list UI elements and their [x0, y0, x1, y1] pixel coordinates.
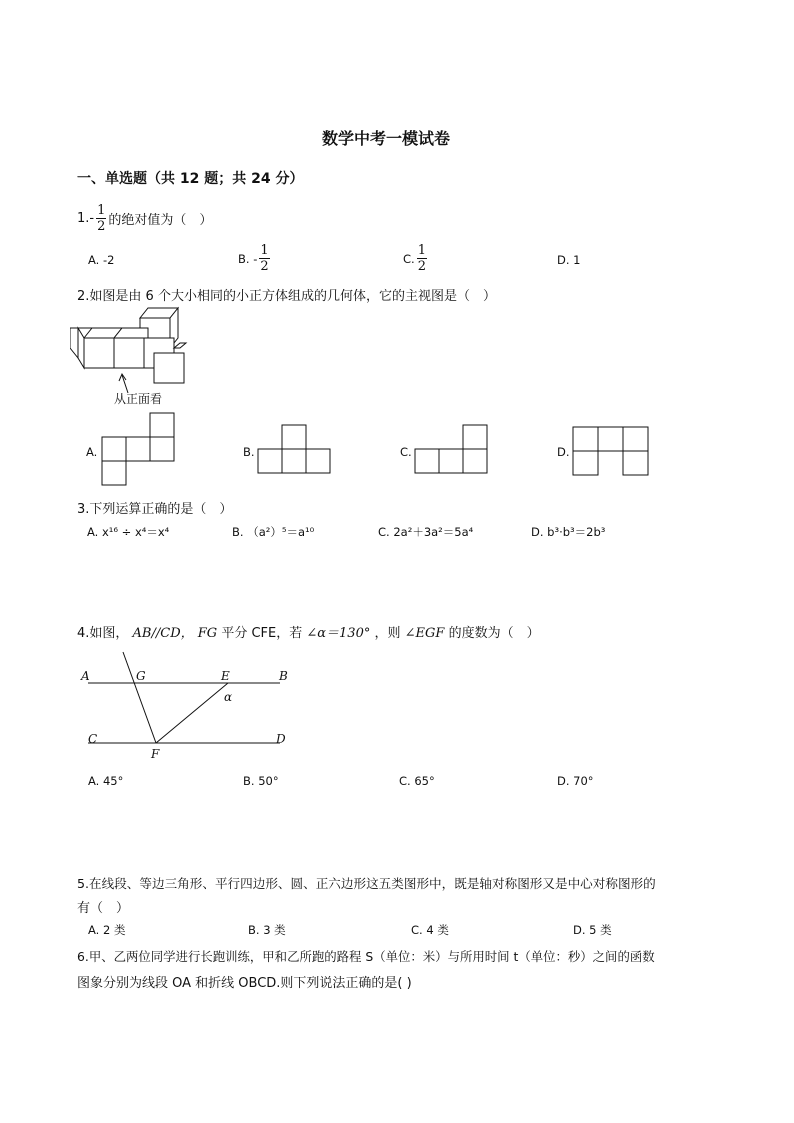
question-2: 2.如图是由 6 个大小相同的小正方体组成的几何体，它的主视图是（ ） [77, 289, 496, 304]
q4-text-3: 的度数为（ ） [448, 626, 540, 641]
q4-option-b[interactable]: B. 50° [243, 774, 279, 788]
point-a: A [81, 669, 90, 683]
q2-option-a-view[interactable] [98, 412, 178, 487]
q3-option-c[interactable]: C. 2a²＋3a²＝5a⁴ [378, 525, 474, 539]
q3-option-b[interactable]: B. （a²）⁵＝a¹⁰ [232, 525, 315, 539]
q4-option-a[interactable]: A. 45° [88, 774, 124, 788]
q1-option-b-prefix: B. - [238, 251, 258, 266]
q4-text-1: 平分 CFE，若 [221, 626, 303, 641]
q2-option-d-label[interactable]: D. [557, 445, 570, 459]
question-1 [77, 204, 212, 233]
q4-option-c[interactable]: C. 65° [399, 774, 435, 788]
q1-fraction [96, 204, 106, 233]
question-4 [77, 622, 540, 641]
q1-option-c-fraction [417, 244, 427, 273]
question-5-line-2: 有（ ） [77, 901, 130, 916]
q4-text-2: ，则 [374, 626, 401, 641]
q4-angle-alpha: ∠α＝130° [306, 626, 371, 641]
q4-angle-egf: ∠EGF [404, 626, 445, 641]
question-5-line-1: 5.在线段、等边三角形、平行四边形、圆、正六边形这五类图形中，既是轴对称图形又是中心对称图形的 [77, 876, 656, 891]
q5-option-a[interactable]: A. 2 类 [88, 923, 126, 937]
q1-option-c-den: 2 [417, 259, 426, 274]
q1-option-a[interactable]: A. -2 [88, 253, 115, 267]
q1-suffix: 的绝对值为（ ） [108, 213, 213, 228]
point-b: B [279, 669, 288, 683]
q2-option-b-label[interactable]: B. [243, 445, 255, 459]
q2-option-b-view[interactable] [255, 424, 335, 476]
question-6-line-2: 图象分别为线段 OA 和折线 OBCD.则下列说法正确的是( ) [77, 976, 412, 991]
q2-option-c-view[interactable] [412, 424, 492, 476]
q2-cube-figure [70, 303, 200, 408]
section-heading: 一、单选题（共 12 题；共 24 分） [77, 171, 304, 187]
q5-option-b[interactable]: B. 3 类 [248, 923, 286, 937]
q1-option-d[interactable]: D. 1 [557, 253, 581, 267]
page-title: 数学中考一模试卷 [322, 129, 451, 148]
q4-bisector: FG [197, 626, 218, 641]
q1-option-b[interactable] [238, 244, 272, 273]
q4-option-d[interactable]: D. 70° [557, 774, 594, 788]
q4-geometry-figure [78, 646, 298, 764]
q1-option-c-prefix: C. [403, 251, 415, 266]
point-g: G [136, 669, 146, 683]
question-3: 3.下列运算正确的是（ ） [77, 502, 233, 517]
q5-option-d[interactable]: D. 5 类 [573, 923, 612, 937]
q1-option-b-num: 1 [260, 243, 269, 258]
point-d: D [276, 732, 286, 746]
q3-option-d[interactable]: D. b³·b³＝2b³ [531, 525, 606, 539]
q1-option-c[interactable] [403, 244, 429, 273]
question-6-line-1: 6.甲、乙两位同学进行长跑训练，甲和乙所跑的路程 S（单位：米）与所用时间 t（单位：秒）之间的函数 [77, 949, 655, 964]
q1-option-b-den: 2 [260, 259, 269, 274]
q4-prefix: 4.如图， [77, 626, 129, 641]
angle-alpha-label: α [224, 690, 233, 704]
q2-option-a-label[interactable]: A. [86, 445, 98, 459]
q1-option-b-fraction [259, 244, 269, 273]
q2-figure-caption: 从正面看 [114, 392, 163, 406]
q3-option-a[interactable]: A. x¹⁶ ÷ x⁴＝x⁴ [87, 525, 170, 539]
point-f: F [151, 747, 160, 761]
line-fg [123, 652, 156, 743]
q1-prefix: 1.- [77, 211, 95, 226]
q1-frac-den: 2 [97, 219, 106, 234]
q1-frac-num: 1 [97, 203, 106, 218]
q1-option-c-num: 1 [417, 243, 426, 258]
q5-option-c[interactable]: C. 4 类 [411, 923, 449, 937]
point-c: C [88, 732, 98, 746]
line-fe [156, 683, 228, 743]
q2-option-c-label[interactable]: C. [400, 445, 412, 459]
q2-option-d-view[interactable] [570, 426, 652, 478]
q4-parallel: AB//CD， [132, 626, 194, 641]
point-e: E [221, 669, 230, 683]
